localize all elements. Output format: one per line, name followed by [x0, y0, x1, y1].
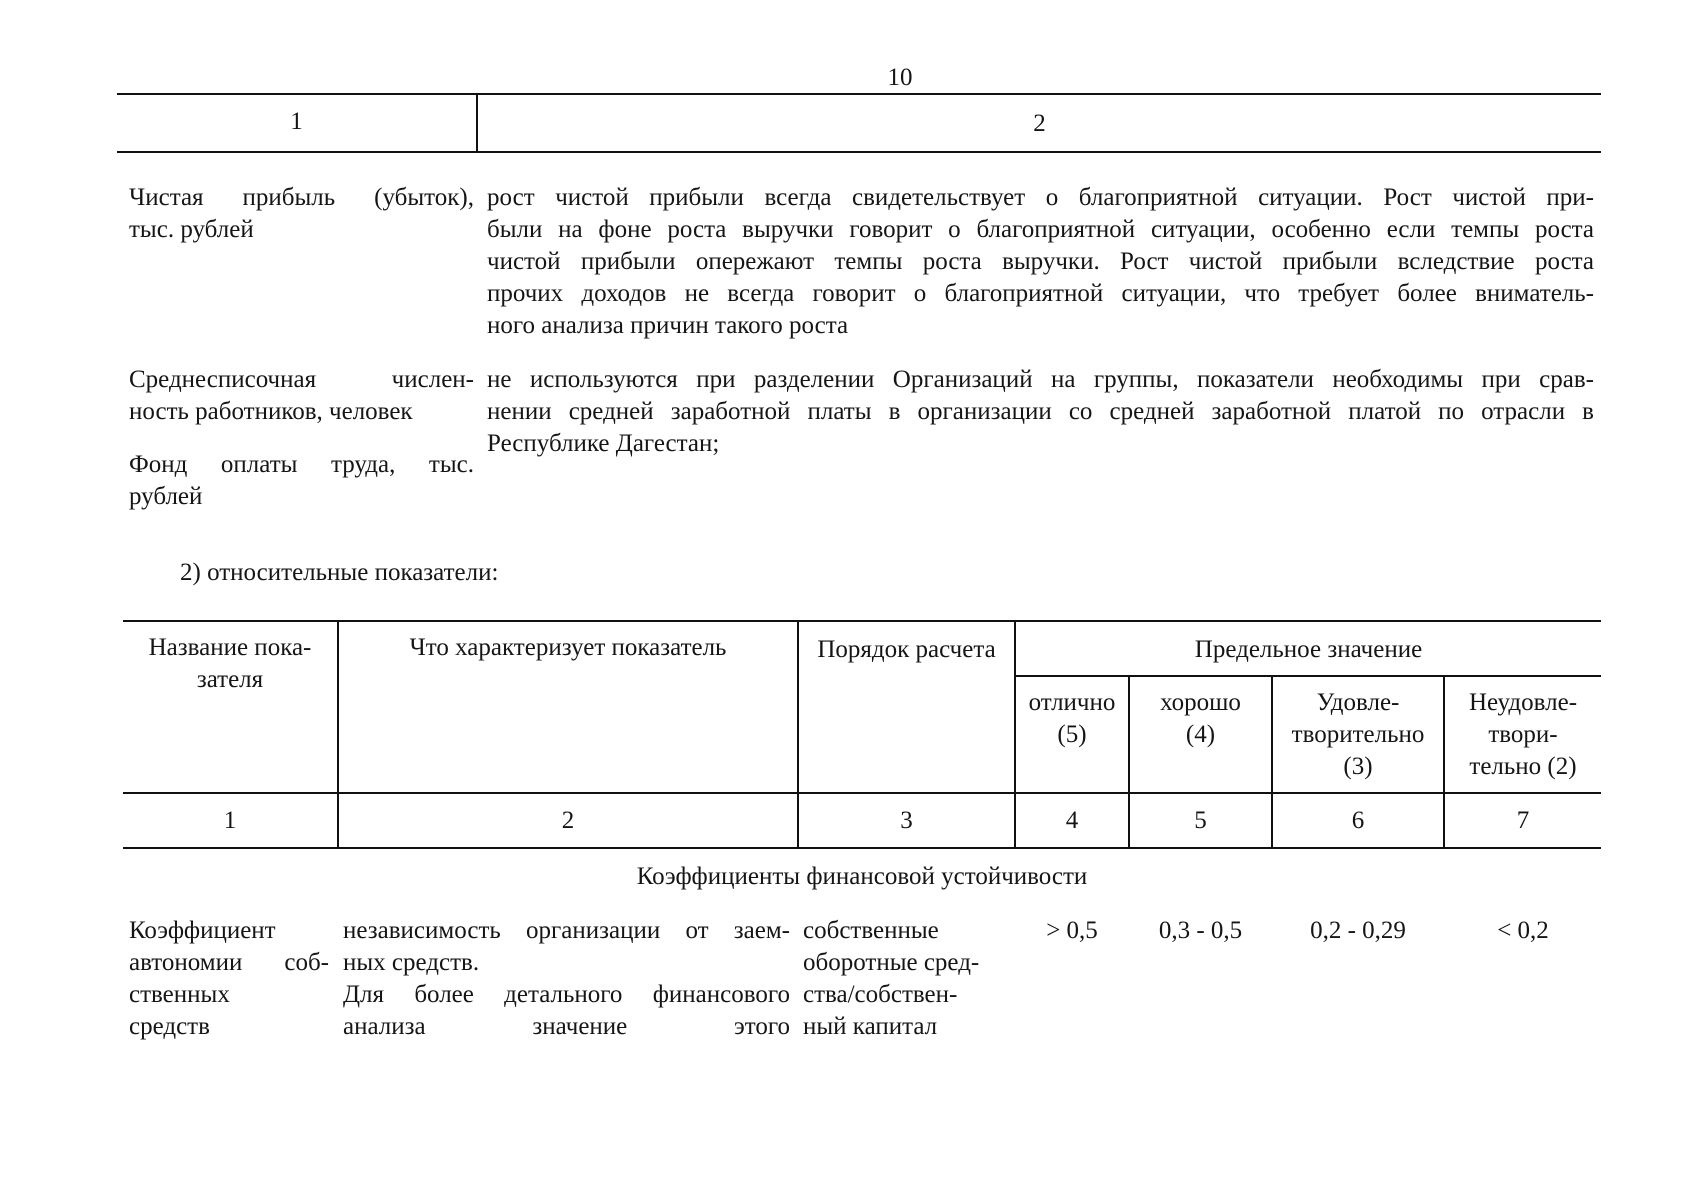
table2-header-excellent: отлично (5)	[1028, 689, 1116, 748]
table2-limit-subheader-rule	[1015, 675, 1601, 677]
table2-numbers-bottom-rule	[123, 847, 1601, 849]
table1-row-payroll-name: Фонд оплаты труда, тыс. рублей	[129, 451, 474, 510]
table2-header-unsatisfactory: Неудовле- твори- тельно (2)	[1468, 689, 1578, 780]
table2-row-value-satisfactory: 0,2 - 0,29	[1310, 917, 1406, 944]
table2-header-bottom-rule	[123, 792, 1601, 794]
table2-col-number-3: 3	[900, 807, 913, 834]
table1-row-headcount-desc: не используются при разделении Организаций на группы, показатели необходимы при срав- нении средней заработной платы в организации со средней заработной платой по отрасли в Республике Дагестан;	[487, 366, 1594, 457]
table2-col-number-6: 6	[1351, 807, 1365, 834]
table1-row-net-profit-name: Чистая прибыль (убыток), тыс. рублей	[129, 184, 474, 243]
table2-col-number-4: 4	[1065, 807, 1079, 834]
table1-top-rule	[117, 93, 1601, 95]
table2-row-calc: собственные оборотные сред- ства/собствен- ный капитал	[803, 917, 980, 1040]
table2-col-number-2: 2	[561, 807, 575, 834]
table2-header-limit: Предельное значение	[1194, 636, 1423, 663]
table2-header-what: Что характеризует показатель	[409, 634, 727, 661]
table2-col-number-7: 7	[1516, 807, 1530, 834]
table2-header-calc: Порядок расчета	[817, 636, 996, 663]
table2-row-value-excellent: > 0,5	[1046, 917, 1098, 944]
table1-col-header-1: 1	[290, 108, 303, 135]
table2-top-rule	[123, 620, 1601, 622]
table2-row-value-good: 0,3 - 0,5	[1158, 917, 1243, 944]
section-heading: 2) относительные показатели:	[180, 559, 499, 586]
table2-group-title: Коэффициенты финансовой устойчивости	[636, 863, 1088, 890]
table1-row-headcount-name: Среднесписочная числен- ность работников, человек	[129, 366, 474, 425]
page-number: 10	[887, 64, 913, 91]
table2-col-number-5: 5	[1194, 807, 1207, 834]
table2-row-value-unsatisfactory: < 0,2	[1497, 917, 1549, 944]
table2-header-satisfactory: Удовле- творительно (3)	[1291, 689, 1425, 780]
table1-col-header-2: 2	[1033, 110, 1046, 137]
table2-row-what: независимость организации от заем- ных средств. Для более детального финансового анализа значение этого	[343, 917, 790, 1040]
table2-header-name: Название пока- зателя	[148, 634, 312, 693]
table2-header-good: хорошо (4)	[1160, 689, 1241, 748]
table1-header-bottom-rule	[117, 151, 1601, 153]
table2-col-number-1: 1	[223, 807, 237, 834]
table1-row-net-profit-desc: рост чистой прибыли всегда свидетельствует о благоприятной ситуации. Рост чистой при- были на фоне роста выручки говорит о благоприятной ситуации, особенно если темпы роста чистой прибыли опережают темпы роста выручки. Рост чистой прибыли вследствие роста прочих доходов не всегда говорит о благоприятной ситуации, что требует более вниматель- ного анализа причин такого роста	[487, 184, 1594, 339]
table2-row-name: Коэффициент автономии соб- ственных средств	[129, 917, 329, 1040]
